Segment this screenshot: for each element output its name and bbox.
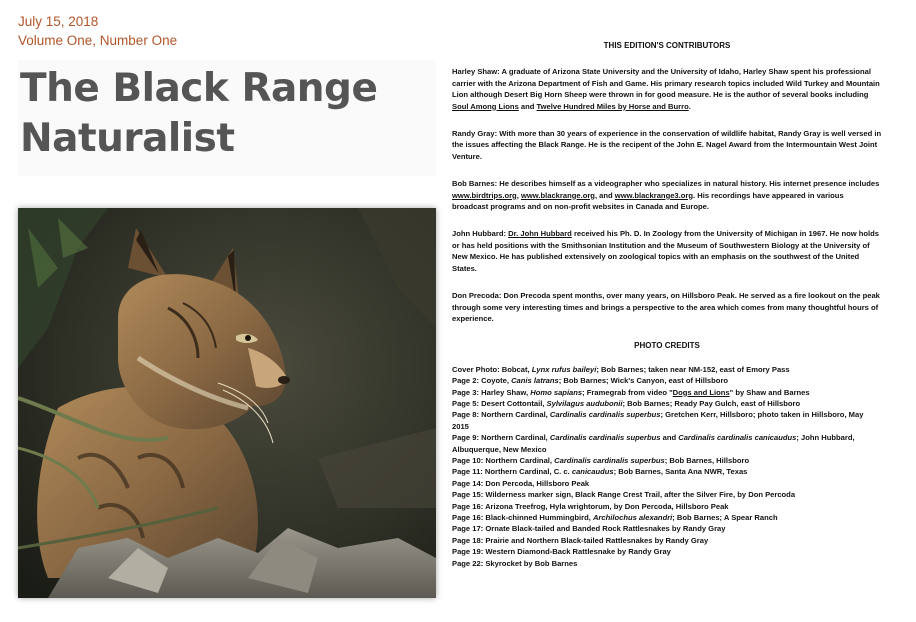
contributors-column xyxy=(452,40,882,569)
barnes-sep-2: , and xyxy=(594,190,615,200)
credit-line: Page 22: Skyrocket by Bob Barnes xyxy=(452,558,578,568)
credit-line xyxy=(452,398,882,409)
title-line-1: The Black Range xyxy=(20,66,378,111)
contributor-precoda: Don Precoda: Don Precoda spent months, over many years, on Hillsboro Peak. He served as a fire lookout on the peak through some very interesting times and brings a perspective to the area which comes from many thoughtful hours of experience. xyxy=(452,291,880,323)
hubbard-bio-start: John Hubbard: xyxy=(452,229,509,239)
masthead-meta xyxy=(18,12,438,50)
credit-text: Page 3: Harley Shaw, xyxy=(452,387,531,397)
credit-text: ; Bob Barnes; A Spear Ranch xyxy=(672,513,778,522)
book-link-soul-among-lions[interactable]: Soul Among Lions xyxy=(452,101,519,111)
credit-text: Page 5: Desert Cottontail, xyxy=(452,398,547,408)
credit-line xyxy=(452,364,882,375)
credit-line: Page 14: Don Percoda, Hillsboro Peak xyxy=(452,478,590,488)
credit-text: Page 2: Coyote, xyxy=(452,376,512,386)
credit-text: " by Shaw and Barnes xyxy=(729,387,810,397)
credit-text: ; Bob Barnes; Ready Pay Gulch, east of Hillsboro xyxy=(622,398,801,408)
video-link-dogs-and-lions[interactable]: Dogs and Lions xyxy=(672,387,730,397)
hubbard-bio-text: received his Ph. D. In Zoology from the University of Michigan in 1967. He now holds or has held positions with the Smithsonian Institution and the Museum of Southwestern Biology at the University of New Mexico. He has published extensively on zoological topics with an emphasis on the southwest of the United States. xyxy=(452,229,880,273)
credit-species: Cardinalis cardinalis canicaudus xyxy=(678,433,797,443)
contributor-gray: Randy Gray: With more than 30 years of experience in the conservation of wildlife habitat, Randy Gray is well versed in the issues affecting the Black Range. He is the recipent of the John E. Nagel Award from the Intermountain West Joint Venture. xyxy=(452,129,882,161)
photo-credits-heading: PHOTO CREDITS xyxy=(634,341,700,351)
link-birdtrips[interactable]: www.birdtrips.org xyxy=(452,190,517,200)
credit-text: ; Bob Barnes, Santa Ana NWR, Texas xyxy=(613,467,748,477)
credit-text: and xyxy=(660,433,679,443)
link-john-hubbard[interactable]: Dr. John Hubbard xyxy=(508,229,572,239)
credit-line xyxy=(452,455,882,466)
credit-species: canicaudus xyxy=(571,467,614,477)
credit-text: Page 10: Northern Cardinal, xyxy=(452,455,555,465)
credit-line: Page 17: Ornate Black-tailed and Banded Rock Rattlesnakes by Randy Gray xyxy=(452,524,726,534)
link-blackrange[interactable]: www.blackrange.org xyxy=(520,190,595,200)
credit-line xyxy=(452,512,882,523)
credit-line: Page 18: Prairie and Northern Black-tailed Rattlesnakes by Randy Gray xyxy=(452,535,709,545)
shaw-bio-join: and xyxy=(518,101,537,111)
barnes-bio-text: Bob Barnes: He describes himself as a videographer who specializes in natural history. His internet presence includes xyxy=(452,179,880,189)
credit-text: Page 11: Northern Cardinal, C. c. xyxy=(452,467,572,477)
title-block xyxy=(18,60,436,176)
credit-species: Archilochus alexandri xyxy=(592,513,673,522)
credit-species: Homo sapians xyxy=(530,387,583,397)
credit-species: Cardinalis cardinalis superbus xyxy=(554,455,665,465)
contributor-barnes xyxy=(452,178,882,212)
credit-text: ; John Hubbard, Albuquerque, New Mexico xyxy=(452,433,855,454)
credit-species: Cardinalis cardinalis superbus xyxy=(549,410,661,420)
shaw-bio-text: Harley Shaw: A graduate of Arizona State University and the University of Idaho, Harley Shaw spent his professional carrier with the Arizona Department of Fish and Game. His primary research topics included Wild Turkey and Mountain Lion although Desert Big Horn Sheep were thrown in for good measure. He is the author of several books including xyxy=(452,67,880,100)
credit-line xyxy=(452,466,882,477)
contributors-heading: THIS EDITION'S CONTRIBUTORS xyxy=(603,41,731,50)
credit-line: Page 19: Western Diamond-Back Rattlesnake by Randy Gray xyxy=(452,547,671,557)
credit-line xyxy=(452,375,882,386)
credit-species: Lynx rufus baileyi xyxy=(531,364,597,374)
credit-line: Page 15: Wilderness marker sign, Black Range Crest Trail, after the Silver Fire, by Don Percoda xyxy=(452,490,796,500)
credit-text: Page 9: Northern Cardinal, xyxy=(452,433,550,443)
issue-date: July 15, 2018 xyxy=(18,14,99,29)
credit-line: Page 16: Arizona Treefrog, Hyla wrightorum, by Don Percoda, Hillsboro Peak xyxy=(452,501,729,511)
credit-species: Cardinalis cardinalis superbus xyxy=(549,433,661,443)
credit-text: Cover Photo: Bobcat, xyxy=(452,364,532,374)
title-line-2: Naturalist xyxy=(20,116,235,161)
credit-text: Page 8: Northern Cardinal, xyxy=(452,410,550,420)
contributor-hubbard xyxy=(452,228,882,274)
barnes-sep-1: , xyxy=(516,190,521,200)
credit-line xyxy=(452,387,882,398)
credit-text: ; Bob Barnes; Wick's Canyon, east of Hillsboro xyxy=(558,376,729,386)
credit-species: Sylvilagus audubonii xyxy=(546,398,623,408)
credit-line xyxy=(452,409,882,432)
credit-text: Page 16: Black-chinned Hummingbird, xyxy=(452,513,593,522)
link-blackrange3[interactable]: www.blackrange3.org xyxy=(614,190,693,200)
credit-species: Canis latrans xyxy=(511,376,559,386)
bobcat-illustration xyxy=(18,208,436,598)
issue-volume: Volume One, Number One xyxy=(18,33,178,48)
shaw-bio-end: . xyxy=(688,101,691,111)
credit-line xyxy=(452,432,882,455)
newsletter-title xyxy=(20,64,377,164)
credit-text: ; Bob Barnes, Hillsboro xyxy=(664,455,750,465)
contributor-shaw xyxy=(452,66,882,112)
credit-text: ; Bob Barnes; taken near NM-152, east of Emory Pass xyxy=(596,364,790,374)
bobcat-photo xyxy=(18,208,436,598)
barnes-bio-end: . His recordings have appeared in various broadcast programs and on non-profit websites in Canada and Europe. xyxy=(452,190,844,212)
credit-text: ; Gretchen Kerr, Hillsboro; photo taken in Hillsboro, May 2015 xyxy=(452,410,864,431)
credit-text: ; Framegrab from video " xyxy=(582,387,673,397)
book-link-twelve-hundred-miles[interactable]: Twelve Hundred Miles by Horse and Burro xyxy=(536,101,689,111)
